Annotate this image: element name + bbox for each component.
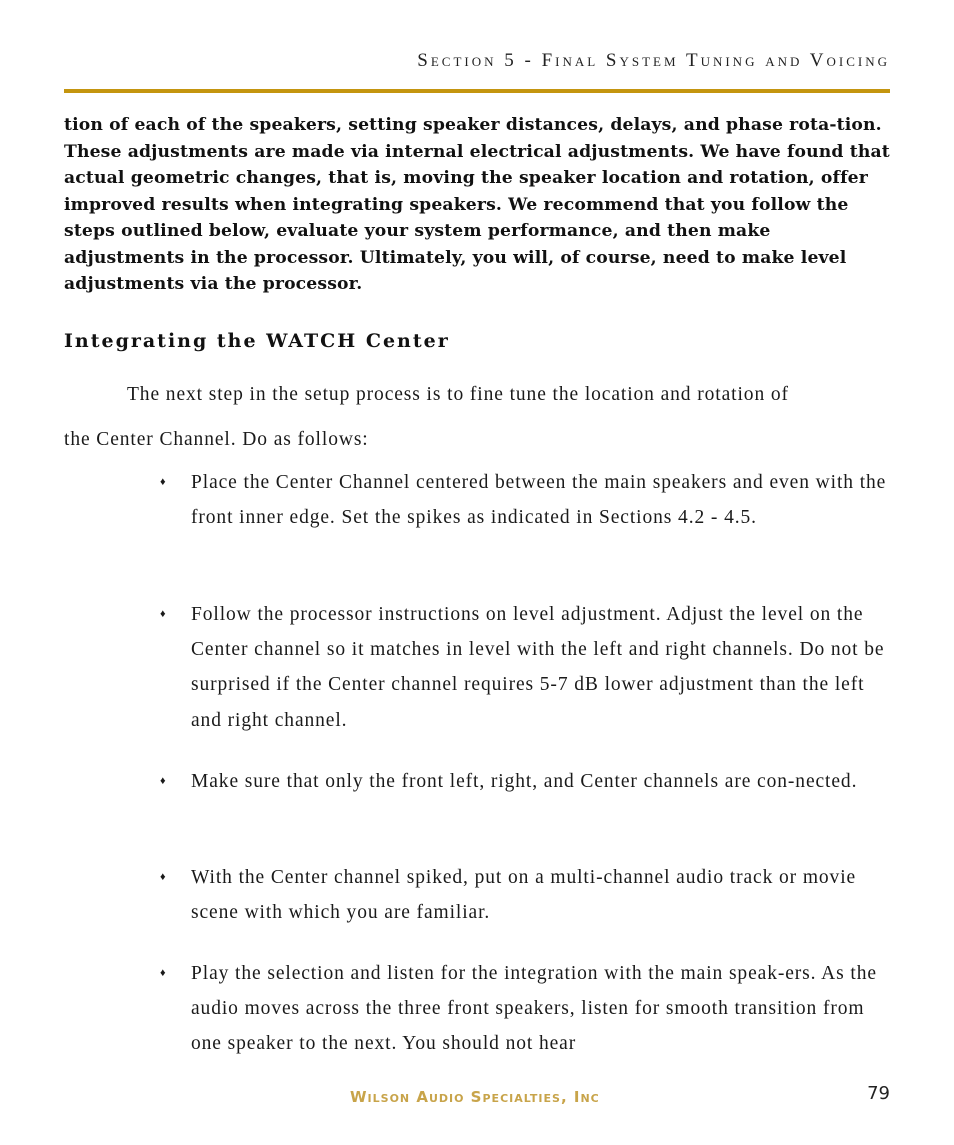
list-item-text: Play the selection and listen for the integration with the main speak-ers. As the audio moves across the three front speakers, listen for smooth transition from one speaker to the next. You should not hear [191,963,877,1055]
list-item [160,764,900,799]
list-item-text: With the Center channel spiked, put on a multi-channel audio track or movie scene with which you are familiar. [191,867,857,924]
list-item [160,465,900,535]
diamond-bullet-icon: ♦ [160,775,167,787]
page-header-title: Section 5 - Final System Tuning and Voicing [417,50,890,71]
header-rule [64,89,890,93]
lead-paragraph-line-2: the Center Channel. Do as follows: [64,429,369,450]
list-item-text: Make sure that only the front left, right, and Center channels are con-nected. [191,771,858,792]
list-item-text: Follow the processor instructions on level adjustment. Adjust the level on the Center channel so it matches in level with the left and right channels. Do not be surprised if the Center channel requires 5-7 dB lower adjustment than the left and right channel. [191,604,885,731]
page-number: 79 [867,1083,890,1104]
list-item-text: Place the Center Channel centered between the main speakers and even with the front inner edge. Set the spikes as indicated in Sections 4.2 - 4.5. [191,472,887,529]
diamond-bullet-icon: ♦ [160,871,167,883]
footer-brand: Wilson Audio Specialties, Inc [350,1088,600,1106]
intro-paragraph: tion of each of the speakers, setting speaker distances, delays, and phase rota-tion. These adjustments are made via internal electrical adjustments. We have found that actual geometric changes, that is, moving the speaker location and rotation, offer improved results when integrating speakers. We recommend that you follow the steps outlined below, evaluate your system performance, and then make adjustments in the processor. Ultimately, you will, of course, need to make level adjustments via the processor. [64,115,890,294]
diamond-bullet-icon: ♦ [160,476,167,488]
list-item [160,597,900,738]
diamond-bullet-icon: ♦ [160,967,167,979]
list-item [160,860,900,930]
lead-paragraph-line-1: The next step in the setup process is to fine tune the location and rotation of [127,384,789,405]
list-item [160,956,900,1062]
diamond-bullet-icon: ♦ [160,608,167,620]
section-heading: Integrating the WATCH Center [64,330,450,352]
